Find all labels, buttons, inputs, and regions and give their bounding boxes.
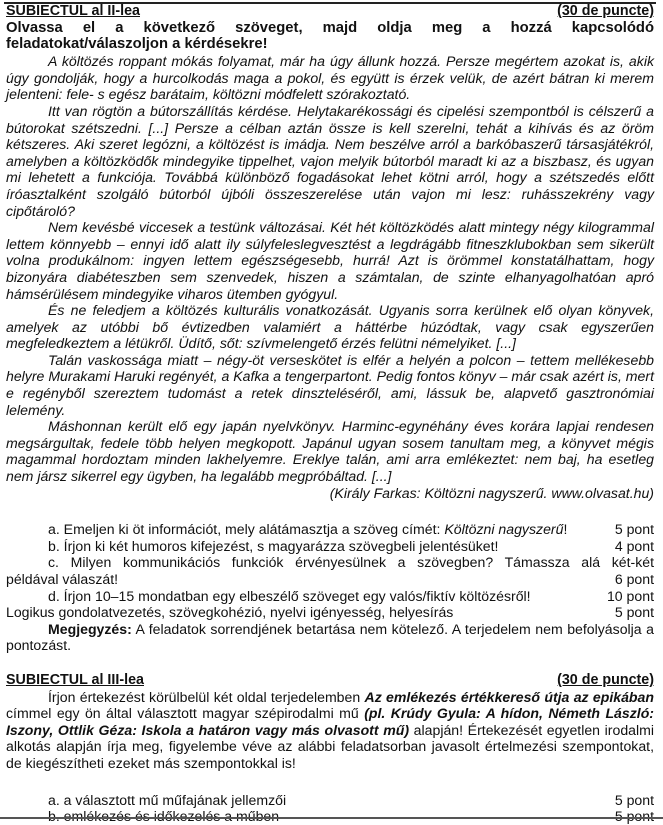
- task-d-points: 10 pont: [606, 587, 654, 604]
- section2-title: SUBIECTUL al II-lea: [6, 3, 140, 19]
- section3-item-points: 5 pont: [614, 791, 654, 808]
- task-a-points: 5 pont: [614, 521, 654, 538]
- bottom-rule: [0, 817, 663, 819]
- paragraph-text: Talán vaskossága miatt – négy-öt verseskötet is elfér a helyén a polcon – tettem mellékesebb helyre Murakami Haruki regényét, a Kafka a tengerpartont. Pedig fontos könyv – már csak azért is, mert e regényből szereztem tudomást a retek dinszteléséről, ami, lássuk be, alapvető gasztronómiai lelemény.: [6, 351, 654, 418]
- essay-text-3: alapján! Értekezését egyetlen irodalmi alkotás alapján írja meg, figyelembe véve az alábbi feladatsorban javasolt értelmezési szempontokat, de kiegészítheti ezeket más szempontokkal is!: [6, 721, 654, 771]
- note: [6, 621, 654, 654]
- essay-text-1: Írjon értekezést körülbelül két oldal terjedelemben: [48, 688, 365, 705]
- note-text: A feladatok sorrendjének betartása nem kötelező. A terjedelem nem befolyásolja a pontozást.: [6, 620, 654, 654]
- essay-text-2: címmel egy ön által választott magyar szépirodalmi mű: [6, 705, 365, 722]
- note-label: Megjegyzés:: [48, 620, 132, 637]
- essay-title: Az emlékezés értékkereső útja az epikában: [364, 688, 654, 705]
- task-a-title: Költözni nagyszerű: [444, 521, 564, 538]
- task-e-text: Logikus gondolatvezetés, szövegkohézió, nyelvi igényesség, helyesírás: [6, 604, 454, 621]
- paragraph-text: A költözés roppant mókás folyamat, már ha úgy állunk hozzá. Persze megértem azokat is, akik úgy gondolják, hogy a hurcolkodás maga a pokol, és együtt is érzek velük, de azért bátran ki merem jelenteni: fele- s egész barátaim, költözni módfelett szórakoztató.: [6, 53, 654, 103]
- section3-item: [6, 792, 654, 809]
- text-paragraph: [6, 418, 654, 484]
- section3-header: [6, 672, 654, 689]
- task-a: [6, 521, 654, 538]
- paragraph-text: Itt van rögtön a bútorszállítás kérdése. Helytakarékossági és cipelési szempontból is célszerű a bútorokat szétszedni. [...] Persze a célban aztán össze is kell szerelni, tehát a kihívás és az öröm kétszeres. Aki szeret legózni, a költözést is imádja. Nem beszélve arról a barkóbaszerű társasjátékról, amelyben a költözködők mindegyike tippelhet, vajon melyik bútorból maradt ki az a biszbasz, és ugyan mi lehetett a funkciója. Továbbá különböző fogadásokat lehet kötni arról, hogy a szétszedés előtt íróasztalként szolgáló bútorból újbóli összeszerelése után vajon mi lesz: ruhásszekrény vagy cipőtároló?: [6, 102, 654, 219]
- exam-page: [6, 0, 654, 825]
- task-b-points: 4 pont: [614, 537, 654, 554]
- task-e-points: 5 pont: [614, 604, 654, 621]
- instruction-line-1: Olvassa el a következő szöveget, majd oldja meg a hozzá kapcsolódó: [6, 19, 654, 36]
- section3-title: SUBIECTUL al III-lea: [6, 671, 144, 688]
- task-a-text: a. Emeljen ki öt információt, mely alátámasztja a szöveg címét:: [48, 521, 445, 538]
- task-a-end: !: [563, 521, 568, 538]
- text-paragraph: [6, 302, 654, 352]
- task-c-line-1: c. Milyen kommunikációs funkciók érvényesülnek a szövegben? Támassza alá két-két: [48, 554, 654, 571]
- task-list: [6, 521, 654, 654]
- instruction-line-2: feladatokat/válaszoljon a kérdésekre!: [6, 36, 268, 53]
- essay-examples: (pl. Krúdy Gyula: A hídon, Németh László: Iszony, Ottlik Géza: Iskola a határon vagy más olvasott mű): [6, 705, 655, 738]
- task-b: [6, 538, 654, 555]
- paragraph-text: Nem kevésbé viccesek a testünk változásai. Két hét költözködés alatt mintegy négy kilogrammal lettem könnyebb – ennyi idő alatt ily súlyfeleslegvesztést a legdrágább fitneszklubokban sem sikerült volna produkálnom: ingyen lettem egészségesebb, hurrá! Azt is örömmel konstatálhattam, hogy bizonyára diabéteszben sem szenvedek, hiszen a számtalan, de szinte elhanyagolhatóan apró hámsérülésem mindegyike viharos ütemben gyógyul.: [6, 219, 654, 302]
- essay-instruction: [6, 689, 654, 772]
- text-paragraph: [6, 53, 654, 103]
- task-d-text: d. Írjon 10–15 mondatban egy elbeszélő szöveget egy valós/fiktív költözésről!: [48, 587, 531, 604]
- task-c-points: 6 pont: [614, 571, 654, 587]
- task-c: [6, 571, 654, 588]
- text-paragraph: [6, 219, 654, 302]
- section2-instruction: [6, 20, 654, 54]
- section2-header: [6, 3, 654, 20]
- paragraph-text: És ne feledjem a költözés kulturális vonatkozását. Ugyanis sorra kerülnek elő olyan könyvek, amelyek az utóbbi bő évtizedben valamiért a háttérbe húzódtak, vagy csak egyszerűen megfeledkeztem a létükről. Üdítő, sőt: szívmelengető érzés felütni némelyiket. [...]: [6, 302, 654, 352]
- section2-points: (30 de puncte): [557, 3, 654, 19]
- task-b-text: b. Írjon ki két humoros kifejezést, s magyarázza szövegbeli jelentésüket!: [48, 537, 499, 554]
- section3-points: (30 de puncte): [557, 671, 654, 688]
- paragraph-text: Máshonnan került elő egy japán nyelvkönyv. Harminc-egynéhány éves korára lapjai rendesen megsárgultak, fedele több helyen megkopott. Japánul ugyan sosem tanultam meg, a könyvet mégis magammal hordoztam minden lakhelyemre. Ereklye talán, ami arra emlékeztet: nem baj, ha esetleg nem jársz sikerrel egy ügyben, ha legalább megpróbáltad. [...]: [6, 418, 654, 485]
- source-citation: (Király Farkas: Költözni nagyszerű. www.olvasat.hu): [329, 484, 654, 501]
- section3-item-text: a. a választott mű műfajának jellemzői: [48, 791, 287, 808]
- text-paragraph: [6, 352, 654, 418]
- task-c-line-2: példával válaszát!: [6, 571, 119, 587]
- text-paragraph: [6, 103, 654, 219]
- task-d: [6, 588, 654, 605]
- task-e: [6, 604, 654, 621]
